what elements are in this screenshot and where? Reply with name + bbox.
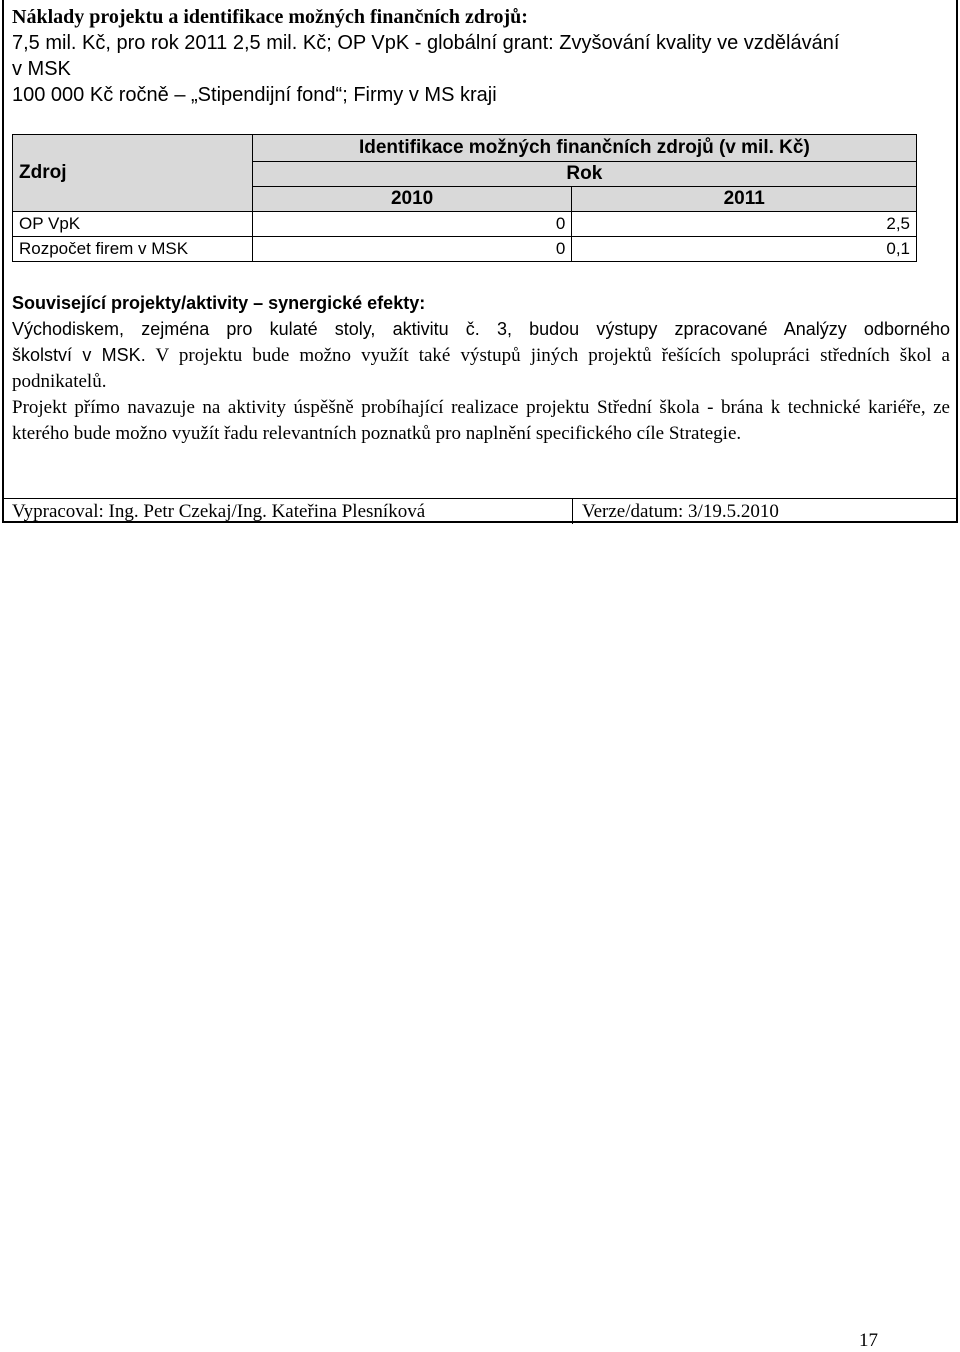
value-2010-cell: 0 <box>252 212 572 237</box>
year-header: Rok <box>252 162 916 187</box>
footer-row <box>4 498 956 524</box>
costs-section <box>12 4 952 108</box>
finance-table <box>12 134 917 262</box>
related-text: Východiskem, zejména pro kulaté stoly, aktivitu č. <box>12 319 480 339</box>
source-header: Zdroj <box>13 135 253 212</box>
source-cell: OP VpK <box>13 212 253 237</box>
related-projects-section <box>12 290 950 447</box>
related-text: školství v MSK. <box>12 345 146 365</box>
related-paragraph-1 <box>12 342 950 395</box>
table-row <box>13 237 917 262</box>
version-date: Verze/datum: 3/19.5.2010 <box>582 501 779 522</box>
prepared-by: Vypracoval: Ing. Petr Czekaj/Ing. Kateřina Plesníková <box>12 501 426 522</box>
finance-table-title-row <box>13 135 917 162</box>
table-row <box>13 212 917 237</box>
page-number: 17 <box>859 1330 878 1351</box>
related-paragraph-1-line-1 <box>12 316 950 342</box>
source-cell: Rozpočet firem v MSK <box>13 237 253 262</box>
costs-line-1: 7,5 mil. Kč, pro rok 2011 2,5 mil. Kč; OP VpK - globální grant: Zvyšování kvality ve vzdělávání <box>12 32 840 54</box>
related-text: V projektu bude možno využít také výstupů jiných projektů řešících spolupráci středních škol a podnikatelů. <box>12 345 950 392</box>
value-2010-cell: 0 <box>252 237 572 262</box>
value-2011-cell: 2,5 <box>572 212 917 237</box>
related-projects-heading: Související projekty/aktivity – synergické efekty: <box>12 293 426 313</box>
costs-heading: Náklady projektu a identifikace možných finančních zdrojů: <box>12 6 528 28</box>
footer-divider <box>572 499 573 524</box>
finance-table-title: Identifikace možných finančních zdrojů (v mil. Kč) <box>252 135 916 162</box>
related-paragraph-2: Projekt přímo navazuje na aktivity úspěšně probíhající realizace projektu Střední škola - brána k technické kariéře, ze kterého bude možno využít řadu relevantních poznatků pro naplnění specifického cíle Strategie. <box>12 397 950 444</box>
year-2011-header: 2011 <box>572 187 917 212</box>
year-2010-header: 2010 <box>252 187 572 212</box>
costs-line-3: 100 000 Kč ročně – „Stipendijní fond“; Firmy v MS kraji <box>12 84 497 106</box>
costs-line-2: v MSK <box>12 58 71 80</box>
related-text: 3, budou výstupy zpracované Analýzy odborného <box>496 319 950 339</box>
value-2011-cell: 0,1 <box>572 237 917 262</box>
